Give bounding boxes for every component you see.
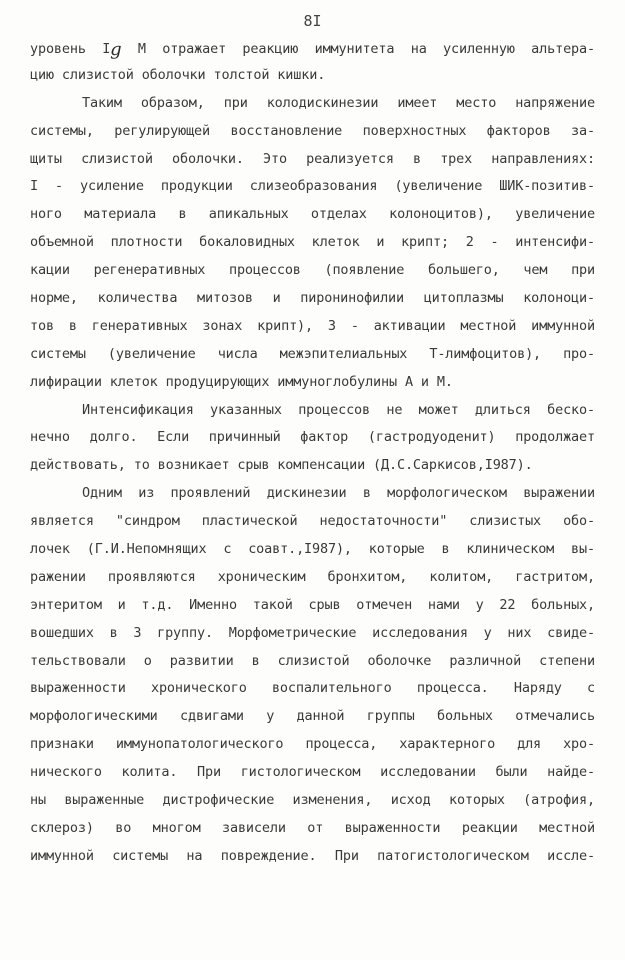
text-line: тельствовали о развитии в слизистой оболочке различной степени (30, 652, 595, 669)
text-line: действовать, то возникает срыв компенсации (Д.С.Саркисов,I987). (30, 457, 533, 474)
text-line: системы, регулирующей восстановление поверхностных факторов за- (30, 122, 595, 139)
text-line: энтеритом и т.д. Именно такой срыв отмечен нами у 22 больных, (30, 596, 595, 613)
text-line: I - усиление продукции слизеобразования (увеличение ШИК-позитив- (30, 178, 595, 195)
body-text (30, 34, 595, 871)
handwritten-insertion: g (110, 39, 122, 60)
text-line: ного материала в апикальных отделах колоноцитов), увеличение (30, 206, 595, 223)
text-line: морфологическими сдвигами у данной группы больных отмечались (30, 708, 595, 725)
text-line: вошедших в 3 группу. Морфометрические исследования у них свиде- (30, 624, 595, 641)
paragraph-start-line: Интенсификация указанных процессов не может длиться беско- (82, 401, 595, 418)
text-line: ны выраженные дистрофические изменения, исход которых (атрофия, (30, 792, 595, 809)
text-line-1: уровень Ig М отражает реакцию иммунитета на усиленную альтера- (30, 39, 595, 60)
text-line: нечно долго. Если причинный фактор (гастродуоденит) продолжает (30, 429, 595, 446)
text-line: цию слизистой оболочки толстой кишки. (30, 66, 326, 83)
text-line: признаки иммунопатологического процесса, характерного для хро- (30, 736, 595, 753)
text-line: склероз) во многом зависели от выраженности реакции местной (30, 819, 595, 836)
text-line: лочек (Г.И.Непомнящих с соавт.,I987), которые в клиническом вы- (30, 541, 595, 558)
text-line: является "синдром пластической недостаточности" слизистых обо- (30, 513, 595, 530)
paragraph-start-line: Одним из проявлений дискинезии в морфологическом выражении (82, 485, 595, 502)
page-number: 8I (303, 12, 322, 30)
paragraph-start-line: Таким образом, при колодискинезии имеет место напряжение (82, 94, 595, 111)
text-line: объемной плотности бокаловидных клеток и крипт; 2 - интенсифи- (30, 234, 595, 251)
text-line: нического колита. При гистологическом исследовании были найде- (30, 764, 595, 781)
text-line: выраженности хронического воспалительного процесса. Наряду с (30, 680, 595, 697)
text-line: иммунной системы на повреждение. При патогистологическом иссле- (30, 847, 595, 864)
text-line: норме, количества митозов и пиронинофилии цитоплазмы колоноци- (30, 290, 595, 307)
text-line: лифирации клеток продуцирующих иммуноглобулины А и М. (30, 373, 453, 390)
text-line: щиты слизистой оболочки. Это реализуется в трех направлениях: (30, 150, 595, 167)
text-line: системы (увеличение числа межэпителиальных Т-лимфоцитов), про- (30, 345, 595, 362)
text-line: тов в генеративных зонах крипт), 3 - активации местной иммунной (30, 317, 595, 334)
text-line: ражении проявляются хроническим бронхитом, колитом, гастритом, (30, 568, 595, 585)
text-line: кации регенеративных процессов (появление большего, чем при (30, 262, 595, 279)
